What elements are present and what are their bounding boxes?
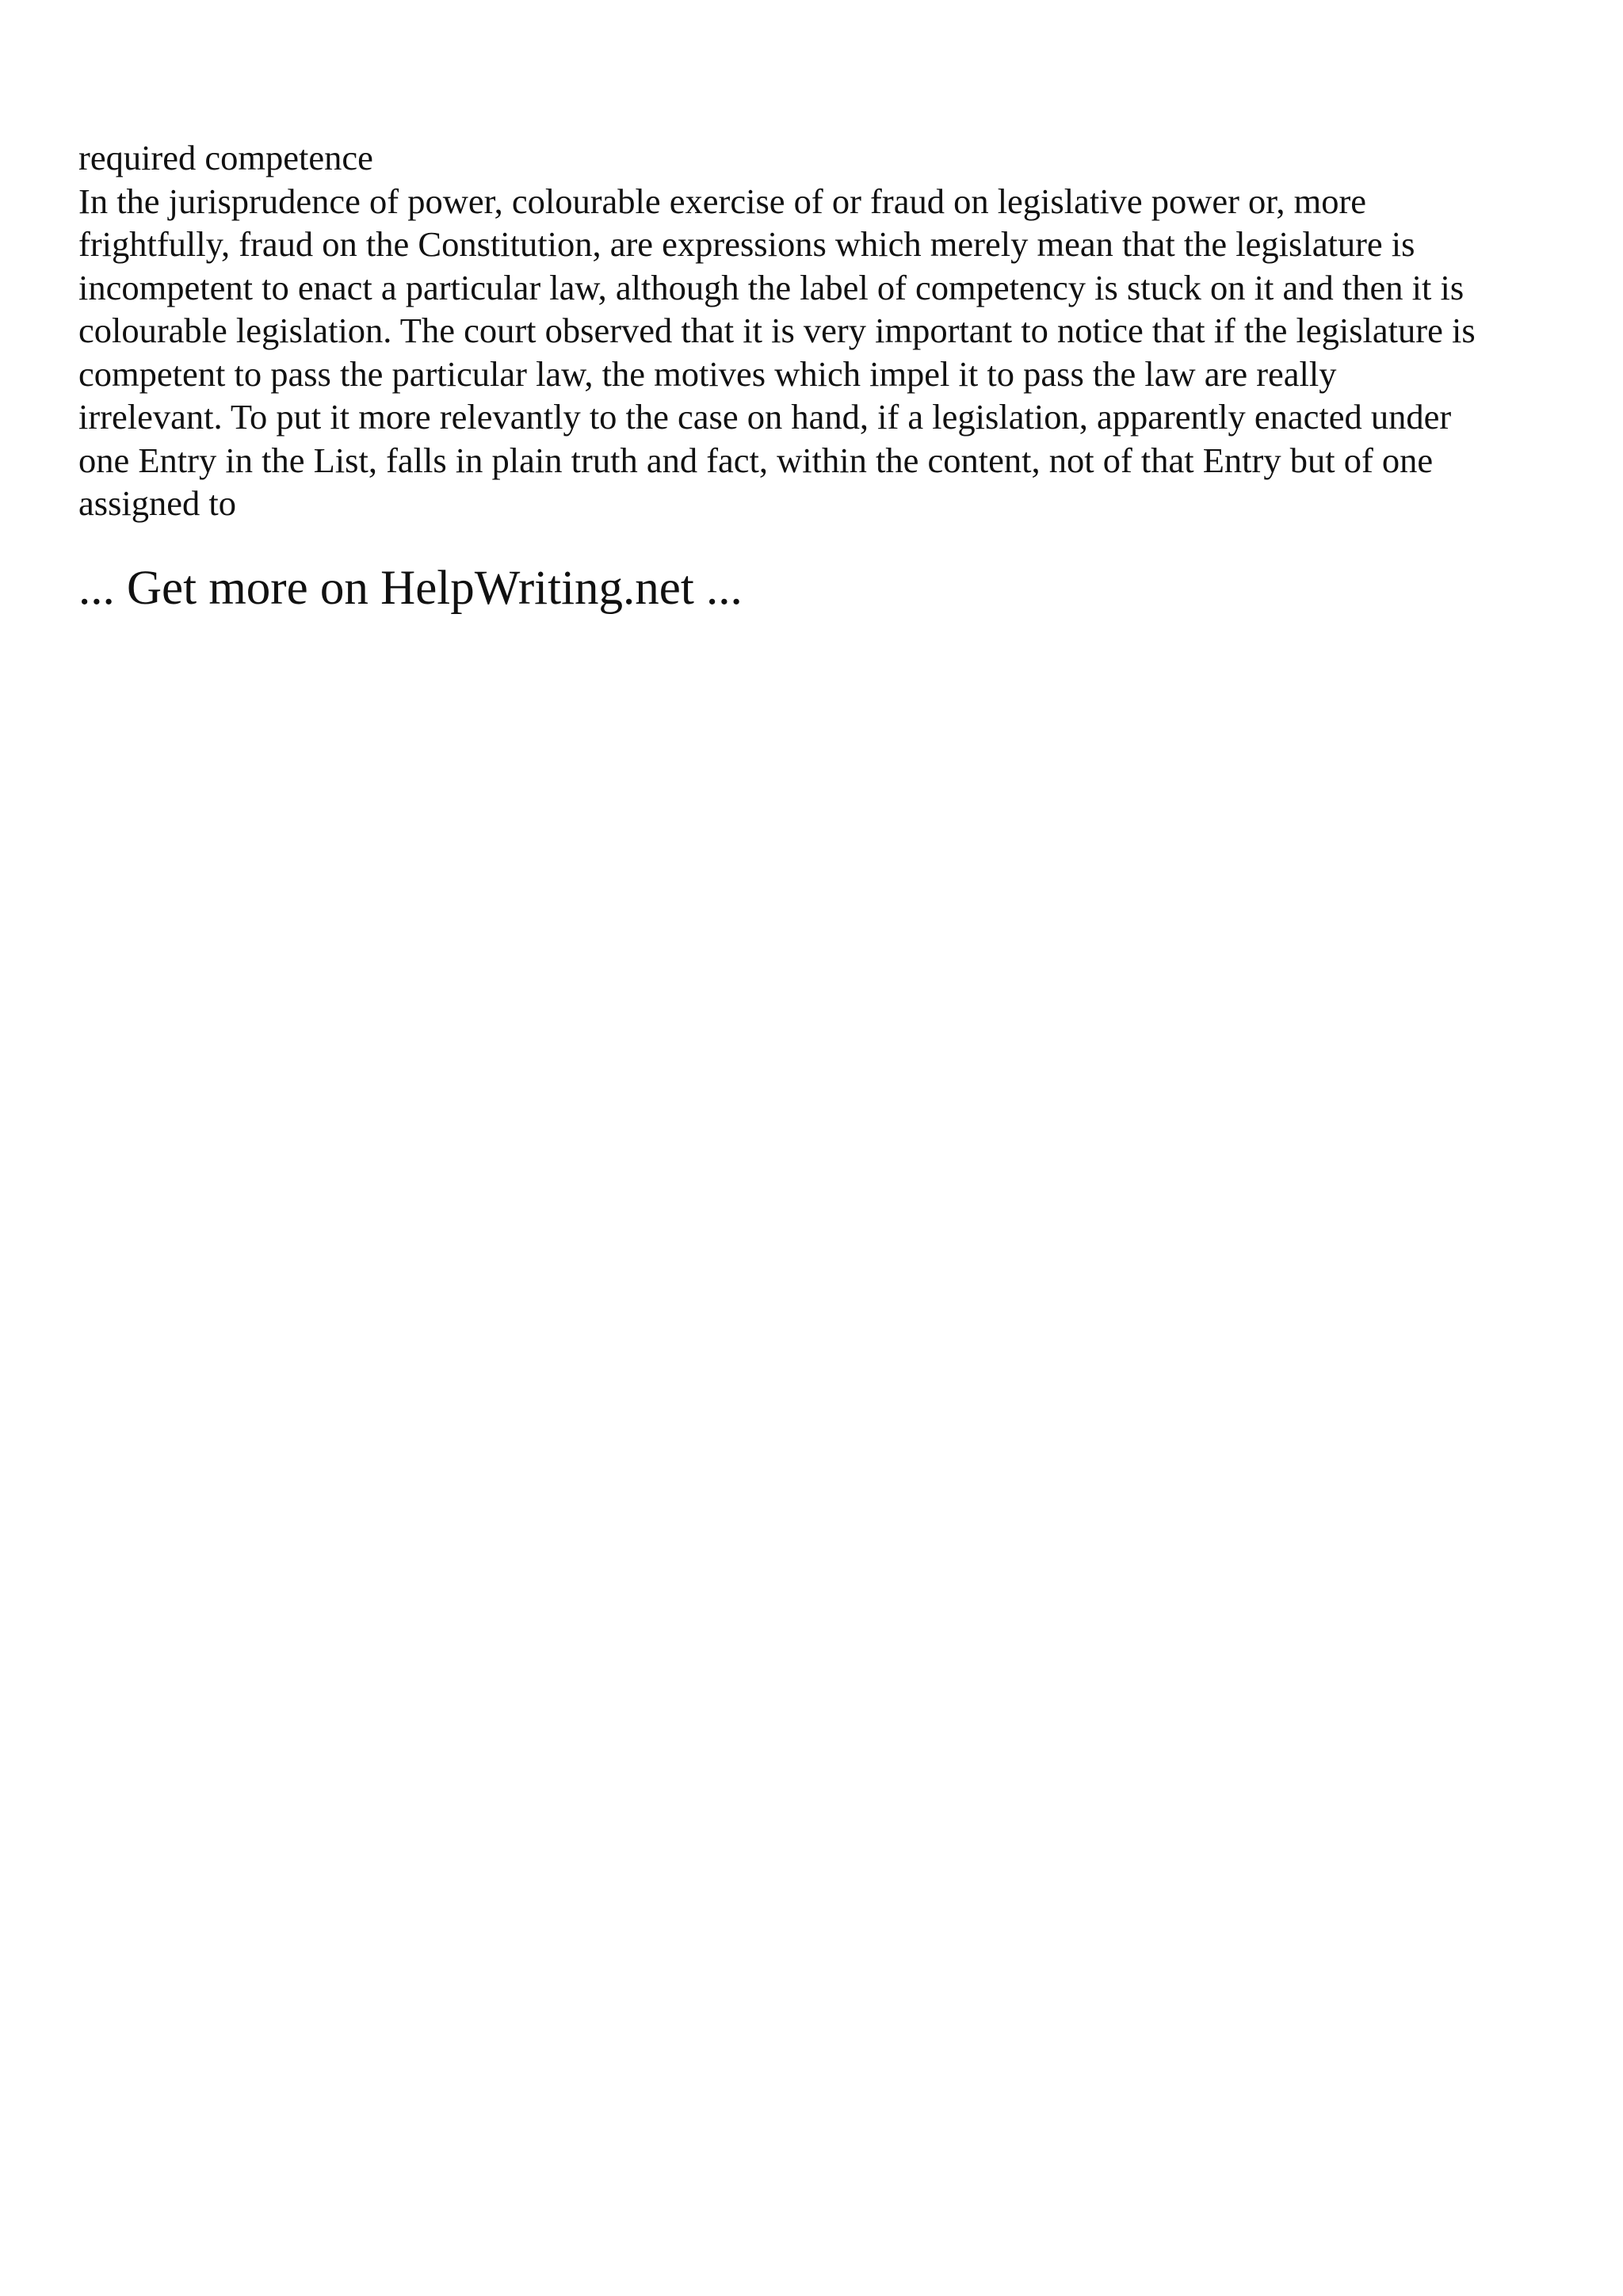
body-line: irrelevant. To put it more relevantly to the case on hand, if a legislation, apparently enacted under	[78, 397, 1452, 437]
body-line: competent to pass the particular law, the motives which impel it to pass the law are really	[78, 353, 1337, 394]
body-line: colourable legislation. The court observed that it is very important to notice that if the legislature is	[78, 311, 1476, 350]
body-line: In the jurisprudence of power, colourable exercise of or fraud on legislative power or, more	[78, 181, 1367, 221]
body-line: incompetent to enact a particular law, although the label of competency is stuck on it and then it is	[78, 267, 1465, 307]
heading-line: required competence	[78, 138, 373, 177]
body-line: one Entry in the List, falls in plain truth and fact, within the content, not of that Entry but of one	[78, 440, 1434, 480]
document-content	[78, 136, 1568, 617]
body-line: assigned to	[78, 483, 236, 523]
get-more-link[interactable]: ... Get more on HelpWriting.net ...	[78, 561, 743, 615]
body-line: frightfully, fraud on the Constitution, are expressions which merely mean that the legislature is	[78, 224, 1415, 264]
